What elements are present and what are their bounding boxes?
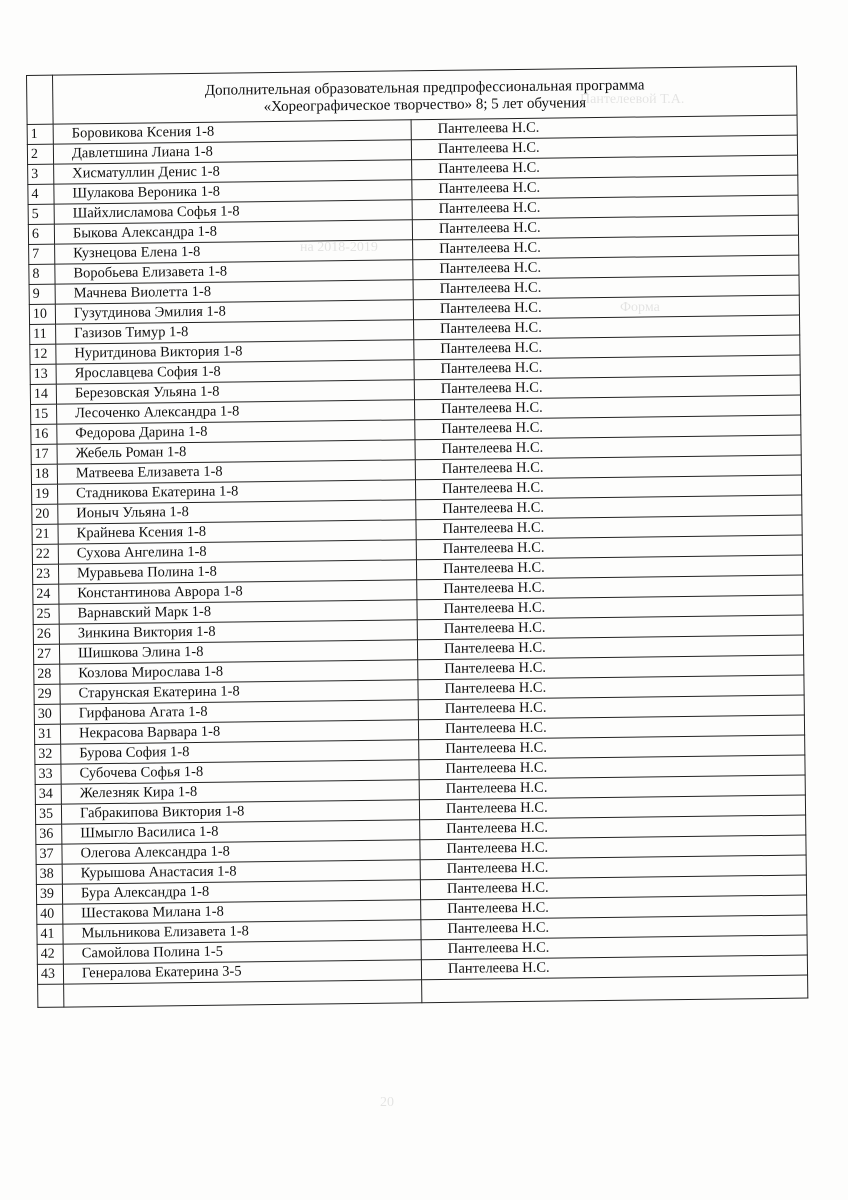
row-number: 18 — [31, 464, 57, 484]
student-name: Шайхлисламова Софья 1-8 — [54, 200, 412, 224]
student-name: Старунская Екатерина 1-8 — [60, 680, 418, 704]
teacher-name: Пантелеева Н.С. — [414, 375, 800, 400]
student-name: Хисматуллин Денис 1-8 — [54, 160, 412, 184]
row-number: 12 — [30, 344, 56, 364]
student-name: Ионыч Ульяна 1-8 — [58, 500, 416, 524]
row-number: 35 — [35, 804, 61, 824]
student-name: Нуритдинова Виктория 1-8 — [56, 340, 414, 364]
program-title-line-1: Дополнительная образовательная предпрофессиональная программа — [204, 77, 645, 99]
student-name: Гирфанова Агата 1-8 — [60, 700, 418, 724]
row-number: 13 — [30, 364, 56, 384]
student-name: Самойлова Полина 1-5 — [63, 940, 421, 964]
row-number: 10 — [29, 304, 55, 324]
teacher-name: Пантелеева Н.С. — [421, 895, 807, 920]
row-number: 9 — [29, 284, 55, 304]
student-name: Некрасова Варвара 1-8 — [60, 720, 418, 744]
student-name: Боровикова Ксения 1-8 — [53, 120, 411, 144]
student-name: Матвеева Елизавета 1-8 — [57, 460, 415, 484]
student-name: Кузнецова Елена 1-8 — [55, 240, 413, 264]
teacher-name: Пантелеева Н.С. — [415, 475, 801, 500]
row-number: 34 — [35, 784, 61, 804]
teacher-name: Пантелеева Н.С. — [418, 655, 804, 680]
teacher-name: Пантелеева Н.С. — [415, 415, 801, 440]
row-number: 3 — [28, 164, 54, 184]
empty-cell — [422, 975, 808, 1003]
row-number: 30 — [34, 704, 60, 724]
row-number: 39 — [36, 884, 62, 904]
student-name: Шишкова Элина 1-8 — [59, 640, 417, 664]
row-number: 42 — [37, 944, 63, 964]
student-name: Зинкина Виктория 1-8 — [59, 620, 417, 644]
row-number: 1 — [27, 124, 53, 144]
bleed-through-text: Пантелеевой Т.А. — [580, 92, 685, 107]
row-number: 31 — [34, 724, 60, 744]
student-name: Варнавский Марк 1-8 — [59, 600, 417, 624]
student-name: Гузутдинова Эмилия 1-8 — [55, 300, 413, 324]
teacher-name: Пантелеева Н.С. — [421, 915, 807, 940]
teacher-name: Пантелеева Н.С. — [418, 675, 804, 700]
teacher-name: Пантелеева Н.С. — [417, 595, 803, 620]
teacher-name: Пантелеева Н.С. — [419, 755, 805, 780]
empty-cell — [38, 984, 64, 1007]
row-number: 7 — [29, 244, 55, 264]
student-name: Ярославцева София 1-8 — [56, 360, 414, 384]
row-number: 37 — [36, 844, 62, 864]
row-number: 26 — [33, 624, 59, 644]
row-number: 6 — [28, 224, 54, 244]
teacher-name: Пантелеева Н.С. — [419, 775, 805, 800]
teacher-name: Пантелеева Н.С. — [411, 115, 797, 140]
teacher-name: Пантелеева Н.С. — [413, 275, 799, 300]
teacher-name: Пантелеева Н.С. — [419, 735, 805, 760]
teacher-name: Пантелеева Н.С. — [415, 455, 801, 480]
row-number: 24 — [33, 584, 59, 604]
teacher-name: Пантелеева Н.С. — [416, 555, 802, 580]
student-name: Быкова Александра 1-8 — [54, 220, 412, 244]
teacher-name: Пантелеева Н.С. — [412, 155, 798, 180]
teacher-name: Пантелеева Н.С. — [412, 195, 798, 220]
row-number: 14 — [30, 384, 56, 404]
teacher-name: Пантелеева Н.С. — [414, 395, 800, 420]
student-name: Субочева Софья 1-8 — [61, 760, 419, 784]
bleed-through-text: на 2018-2019 — [300, 240, 378, 255]
row-number: 28 — [34, 664, 60, 684]
teacher-name: Пантелеева Н.С. — [420, 835, 806, 860]
teacher-name: Пантелеева Н.С. — [411, 135, 797, 160]
student-name: Воробьева Елизавета 1-8 — [55, 260, 413, 284]
row-number: 21 — [32, 524, 58, 544]
teacher-name: Пантелеева Н.С. — [416, 535, 802, 560]
teacher-name: Пантелеева Н.С. — [417, 575, 803, 600]
student-name: Федорова Дарина 1-8 — [57, 420, 415, 444]
student-table — [26, 66, 808, 1008]
teacher-name: Пантелеева Н.С. — [421, 955, 807, 980]
empty-cell — [64, 980, 422, 1007]
teacher-name: Пантелеева Н.С. — [419, 795, 805, 820]
row-number: 25 — [33, 604, 59, 624]
row-number: 16 — [31, 424, 57, 444]
program-title-line-2: «Хореографическое творчество» 8; 5 лет обучения — [263, 95, 587, 116]
student-name: Лесоченко Александра 1-8 — [57, 400, 415, 424]
teacher-name: Пантелеева Н.С. — [414, 315, 800, 340]
student-name: Жебель Роман 1-8 — [57, 440, 415, 464]
student-name: Шулакова Вероника 1-8 — [54, 180, 412, 204]
student-name: Козлова Мирослава 1-8 — [60, 660, 418, 684]
row-number: 40 — [37, 904, 63, 924]
teacher-name: Пантелеева Н.С. — [416, 495, 802, 520]
student-name: Стадникова Екатерина 1-8 — [58, 480, 416, 504]
row-number: 22 — [32, 544, 58, 564]
row-number: 20 — [32, 504, 58, 524]
row-number: 19 — [32, 484, 58, 504]
teacher-name: Пантелеева Н.С. — [417, 635, 803, 660]
row-number: 8 — [29, 264, 55, 284]
teacher-name: Пантелеева Н.С. — [420, 875, 806, 900]
teacher-name: Пантелеева Н.С. — [413, 295, 799, 320]
row-number: 23 — [32, 564, 58, 584]
teacher-name: Пантелеева Н.С. — [420, 855, 806, 880]
student-name: Мыльникова Елизавета 1-8 — [63, 920, 421, 944]
student-name: Генералова Екатерина 3-5 — [63, 960, 421, 984]
student-name: Сухова Ангелина 1-8 — [58, 540, 416, 564]
teacher-name: Пантелеева Н.С. — [413, 255, 799, 280]
teacher-name: Пантелеева Н.С. — [415, 435, 801, 460]
teacher-name: Пантелеева Н.С. — [417, 615, 803, 640]
row-number: 4 — [28, 184, 54, 204]
row-number: 5 — [28, 204, 54, 224]
student-name: Константинова Аврора 1-8 — [59, 580, 417, 604]
student-name: Бура Александра 1-8 — [62, 880, 420, 904]
teacher-name: Пантелеева Н.С. — [414, 355, 800, 380]
bleed-through-text: Форма — [620, 300, 660, 315]
student-name: Железняк Кира 1-8 — [61, 780, 419, 804]
row-number: 38 — [36, 864, 62, 884]
teacher-name: Пантелеева Н.С. — [420, 815, 806, 840]
teacher-name: Пантелеева Н.С. — [416, 515, 802, 540]
teacher-name: Пантелеева Н.С. — [418, 715, 804, 740]
student-name: Давлетшина Лиана 1-8 — [53, 140, 411, 164]
row-number: 36 — [36, 824, 62, 844]
teacher-name: Пантелеева Н.С. — [413, 235, 799, 260]
student-name: Березовская Ульяна 1-8 — [56, 380, 414, 404]
row-number: 2 — [27, 144, 53, 164]
bleed-through-page-number: 20 — [380, 1095, 394, 1110]
row-number: 41 — [37, 924, 63, 944]
row-number: 32 — [35, 744, 61, 764]
student-name: Мачнева Виолетта 1-8 — [55, 280, 413, 304]
teacher-name: Пантелеева Н.С. — [418, 695, 804, 720]
teacher-name: Пантелеева Н.С. — [414, 335, 800, 360]
row-number: 27 — [33, 644, 59, 664]
teacher-name: Пантелеева Н.С. — [412, 175, 798, 200]
student-name: Курышова Анастасия 1-8 — [62, 860, 420, 884]
student-name: Газизов Тимур 1-8 — [56, 320, 414, 344]
row-number: 29 — [34, 684, 60, 704]
student-name: Шмыгло Василиса 1-8 — [62, 820, 420, 844]
row-number: 15 — [31, 404, 57, 424]
student-name: Муравьева Полина 1-8 — [58, 560, 416, 584]
student-name: Шестакова Милана 1-8 — [63, 900, 421, 924]
header-empty-cell — [27, 75, 54, 124]
student-name: Крайнева Ксения 1-8 — [58, 520, 416, 544]
row-number: 11 — [30, 324, 56, 344]
student-name: Габракипова Виктория 1-8 — [61, 800, 419, 824]
student-table-container — [26, 75, 796, 1008]
teacher-name: Пантелеева Н.С. — [412, 215, 798, 240]
row-number: 43 — [37, 964, 63, 984]
row-number: 17 — [31, 444, 57, 464]
student-name: Олегова Александра 1-8 — [62, 840, 420, 864]
student-name: Бурова София 1-8 — [61, 740, 419, 764]
row-number: 33 — [35, 764, 61, 784]
teacher-name: Пантелеева Н.С. — [421, 935, 807, 960]
